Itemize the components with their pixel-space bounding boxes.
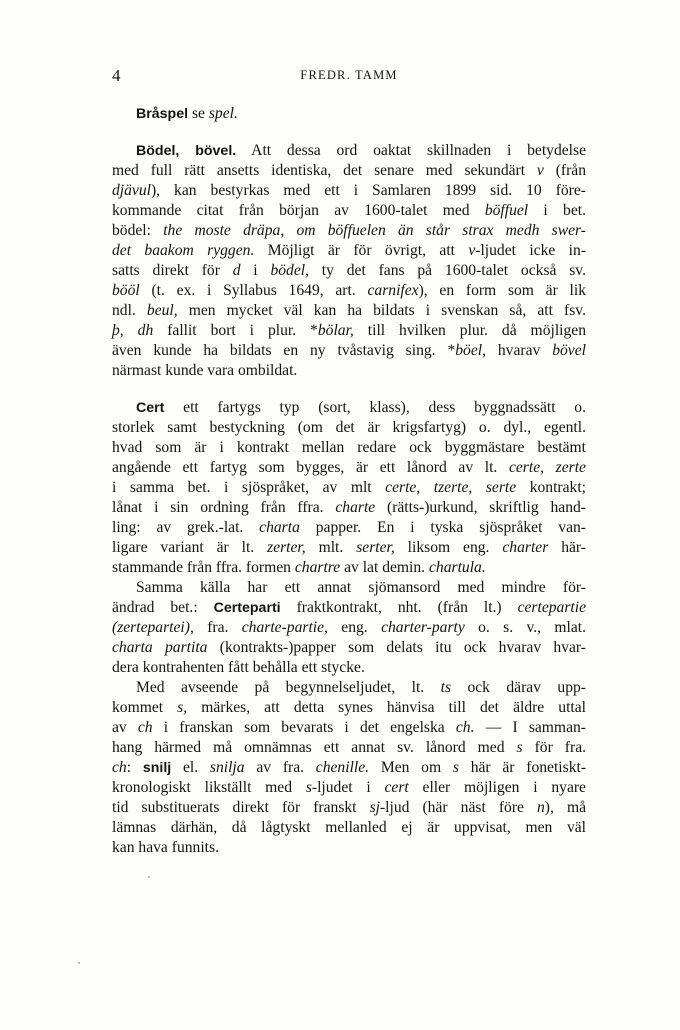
text-run: (rätts-)urkund, skriftlig hand-	[375, 499, 586, 516]
text-run: i	[240, 262, 271, 279]
italic-term: chartre	[294, 559, 341, 576]
italic-term: bölar,	[317, 322, 354, 339]
italic-term: þ, dh	[112, 322, 154, 339]
italic-term: charta partita	[112, 639, 208, 656]
text-run: kommet	[112, 699, 178, 716]
text-run: här är fonetiskt-	[458, 759, 587, 776]
text-line	[112, 321, 586, 341]
headword: Bödel, bövel.	[136, 143, 237, 159]
text-run: ling: av grek.-lat.	[112, 519, 260, 536]
italic-term: (zertepartei),	[112, 619, 194, 636]
body-text	[112, 104, 586, 858]
italic-term: ch	[137, 719, 153, 736]
text-line	[112, 221, 586, 241]
italic-term: s,	[177, 699, 188, 716]
text-line	[112, 104, 586, 124]
page-number: 4	[112, 66, 121, 85]
text-line	[112, 301, 586, 321]
text-run: ty det fans på 1600-talet också sv.	[309, 262, 586, 279]
scan-speck	[78, 962, 80, 964]
text-line	[112, 241, 586, 261]
text-line	[112, 498, 586, 518]
text-line	[112, 438, 586, 458]
paragraph-gap	[112, 124, 586, 141]
text-line	[112, 181, 586, 201]
page-header	[112, 66, 586, 88]
text-run: bödel:	[112, 222, 164, 239]
italic-term: bödel,	[270, 262, 309, 279]
italic-term: certepartie	[517, 599, 586, 616]
text-run: närmast kunde vara ombildat.	[112, 362, 298, 379]
italic-term: zerter,	[267, 539, 306, 556]
italic-term: s	[452, 759, 459, 776]
italic-term: charte-partie,	[241, 619, 328, 636]
italic-term: spel.	[208, 105, 238, 122]
text-run: — I samman-	[474, 719, 586, 736]
italic-term: det baakom ryggen.	[112, 242, 255, 259]
text-line	[112, 778, 586, 798]
italic-term: beul,	[146, 302, 178, 319]
text-run: Samma källa har ett annat sjömansord med mindre för-	[136, 579, 586, 596]
text-run: :	[126, 759, 143, 776]
text-run: ändrad bet.:	[112, 599, 214, 616]
text-run: angående ett fartyg som bygges, är ett lånord av lt.	[112, 459, 509, 476]
italic-term: djävul	[112, 182, 151, 199]
italic-term: cert	[384, 779, 409, 796]
text-line	[112, 261, 586, 281]
text-run: ), må	[544, 799, 586, 816]
text-run: papper. En i tyska sjöspråket van-	[299, 519, 586, 536]
text-line	[112, 518, 586, 538]
text-run: satts direkt för	[112, 262, 233, 279]
italic-term: ch.	[455, 719, 475, 736]
text-run: märkes, att detta synes hänvisa till det äldre uttal	[187, 699, 586, 716]
italic-term: s	[305, 779, 312, 796]
text-run: ), kan bestyrkas med ett i Samlaren 1899 sid. 10 före-	[150, 182, 586, 199]
italic-term: böffuel	[484, 202, 529, 219]
text-run: hvad som är i kontrakt mellan redare ock byggmästare bestämt	[112, 439, 586, 456]
italic-term: the moste dräpa, om böffuelen än står strax medh swer-	[163, 222, 586, 239]
headword: snilj	[142, 760, 172, 776]
text-run: hvarav	[486, 342, 553, 359]
text-run: ), en form som är lik	[418, 282, 587, 299]
text-line	[112, 141, 586, 161]
italic-term: sj	[369, 799, 380, 816]
italic-term: ts	[440, 679, 452, 696]
italic-term: böel,	[455, 342, 486, 359]
text-line	[112, 418, 586, 438]
text-run: Möjligt är för övrigt, att	[254, 242, 469, 259]
scan-speck	[148, 876, 150, 878]
italic-term: v	[536, 162, 544, 179]
text-run: ndl.	[112, 302, 147, 319]
text-run: av lat demin.	[340, 559, 429, 576]
text-run: tid substituerats direkt för franskt	[112, 799, 370, 816]
text-run: mlt.	[305, 539, 357, 556]
text-line	[112, 161, 586, 181]
text-run: fallit bort i plur. *	[153, 322, 318, 339]
text-run: storlek samt bestyckning (om det är krigsfartyg) o. dyl., egentl.	[112, 419, 586, 436]
text-run: stammande från ffra. formen	[112, 559, 295, 576]
text-run: ligare variant är lt.	[112, 539, 268, 556]
text-run: (från	[543, 162, 586, 179]
text-line	[112, 558, 586, 578]
text-run: -ljudet i	[311, 779, 385, 796]
headword: Cert	[136, 400, 165, 416]
text-run: kan hava funnits.	[112, 839, 219, 856]
italic-term: v	[468, 242, 476, 259]
text-line	[112, 618, 586, 638]
text-line	[112, 658, 586, 678]
text-run: till hvilken plur. då möjligen	[353, 322, 586, 339]
text-run: (t. ex. i Syllabus 1649, art.	[139, 282, 368, 299]
text-run: o. s. v., mlat.	[464, 619, 586, 636]
text-run: i franskan som bevarats i det engelska	[152, 719, 456, 736]
italic-term: snilja	[209, 759, 245, 776]
running-head: FREDR. TAMM	[300, 68, 398, 82]
italic-term: carnifex	[367, 282, 419, 299]
text-line	[112, 678, 586, 698]
text-line	[112, 698, 586, 718]
italic-term: s	[516, 739, 523, 756]
text-run: kronologiskt likställt med	[112, 779, 306, 796]
text-run: i samma bet. i sjöspråket, av mlt	[112, 479, 386, 496]
text-run: här-	[548, 539, 586, 556]
text-run: för fra.	[522, 739, 587, 756]
text-run: -ljudet icke in-	[475, 242, 587, 259]
text-run: fra.	[193, 619, 242, 636]
italic-term: charter-party	[381, 619, 465, 636]
text-line	[112, 341, 586, 361]
text-run: men mycket väl kan ha bildats i svenskan så, att fsv.	[177, 302, 586, 319]
text-line	[112, 201, 586, 221]
text-run: hang härmed må omnämnas ett annat sv. lånord med	[112, 739, 517, 756]
text-run: fraktkontrakt, nht. (från lt.)	[280, 599, 518, 616]
text-run: i bet.	[528, 202, 586, 219]
text-run: se	[188, 105, 209, 122]
italic-term: certe, tzerte, serte	[385, 479, 517, 496]
text-line	[112, 281, 586, 301]
text-line	[112, 798, 586, 818]
paragraph-gap	[112, 381, 586, 398]
text-run: dera kontrahenten fått behålla ett stycke.	[112, 659, 365, 676]
text-line	[112, 818, 586, 838]
italic-term: chenille.	[315, 759, 370, 776]
text-line	[112, 838, 586, 858]
text-line	[112, 738, 586, 758]
italic-term: charte	[335, 499, 376, 516]
text-run: eller möjligen i nyare	[408, 779, 586, 796]
italic-term: ch	[112, 759, 127, 776]
italic-term: certe, zerte	[508, 459, 586, 476]
text-line	[112, 758, 586, 778]
italic-term: bövel	[552, 342, 586, 359]
text-run: kommande citat från början av 1600-talet med	[112, 202, 485, 219]
italic-term: bööl	[112, 282, 140, 299]
text-run: med full rätt ansetts identiska, det senare med sekundärt	[112, 162, 537, 179]
text-line	[112, 578, 586, 598]
text-line	[112, 638, 586, 658]
text-line	[112, 458, 586, 478]
text-run: av	[112, 719, 138, 736]
italic-term: n	[537, 799, 545, 816]
text-run: liksom eng.	[394, 539, 503, 556]
text-line	[112, 718, 586, 738]
italic-term: d	[232, 262, 241, 279]
text-run: -ljud (här näst före	[379, 799, 537, 816]
text-run: lånat i sin ordning från ffra.	[112, 499, 336, 516]
text-run: Att dessa ord oaktat skillnaden i betydelse	[236, 142, 586, 159]
text-run: Men om	[369, 759, 453, 776]
text-run: eng.	[327, 619, 382, 636]
headword: Certeparti	[213, 600, 281, 616]
text-run: ock därav upp-	[451, 679, 586, 696]
headword: Bråspel	[136, 106, 189, 122]
text-run: (kontrakts-)papper som delats itu ock hvarav hvar-	[207, 639, 587, 656]
text-line	[112, 398, 586, 418]
italic-term: charta	[259, 519, 300, 536]
text-run: av fra.	[244, 759, 316, 776]
text-line	[112, 598, 586, 618]
text-run: lämnas därhän, då lågtyskt mellanled ej är uppvisat, men väl	[112, 819, 586, 836]
text-run: kontrakt;	[516, 479, 587, 496]
text-run: Med avseende på begynnelseljudet, lt.	[136, 679, 441, 696]
text-line	[112, 478, 586, 498]
text-run: ett fartygs typ (sort, klass), dess byggnadssätt o.	[164, 399, 586, 416]
text-run: el.	[171, 759, 210, 776]
text-line	[112, 361, 586, 381]
text-run: även kunde ha bildats en ny tvåstavig sing. *	[112, 342, 456, 359]
italic-term: charter	[502, 539, 549, 556]
text-line	[112, 538, 586, 558]
italic-term: serter,	[356, 539, 395, 556]
italic-term: chartula.	[428, 559, 486, 576]
